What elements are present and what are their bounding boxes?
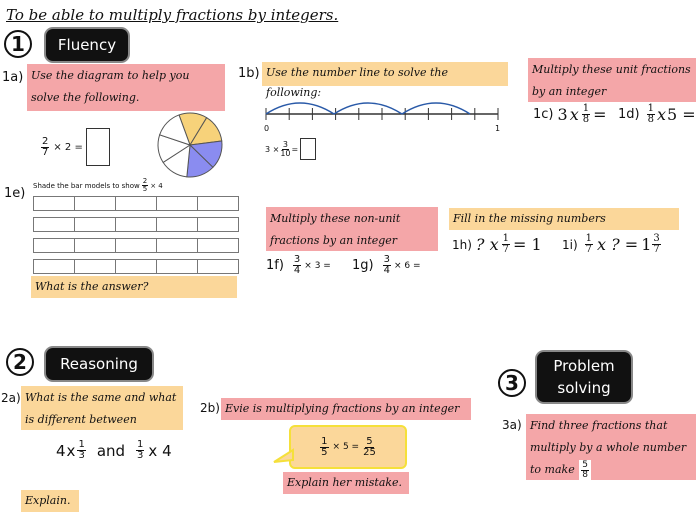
section-label-problem-solving: Problem solving bbox=[537, 352, 631, 402]
q1b-label: 1b) bbox=[238, 66, 260, 81]
q2a-instruction: What is the same and what is different between bbox=[21, 386, 183, 430]
q1b-equals: = bbox=[291, 144, 299, 154]
q1d-fraction: $\frac{1}{8}$ bbox=[647, 103, 654, 125]
q1a-pie-diagram bbox=[155, 110, 225, 180]
q1c-equals: = bbox=[593, 105, 607, 124]
q1b-instruction: Use the number line to solve the following: bbox=[262, 62, 508, 86]
q2a-expressions bbox=[56, 440, 172, 461]
pie-slices bbox=[158, 113, 222, 177]
number-line-end: 1 bbox=[495, 124, 501, 133]
q2a-left-operator: x bbox=[66, 441, 76, 460]
q1h-expression bbox=[452, 234, 542, 255]
q1g-expression bbox=[352, 255, 421, 276]
jump-arc-2 bbox=[334, 103, 402, 114]
q1c-integer: 3 bbox=[557, 105, 568, 124]
q1f-rest: × 3 = bbox=[304, 260, 331, 271]
q1c-operator: x bbox=[569, 105, 579, 124]
q2a-right-rest: x 4 bbox=[148, 441, 172, 460]
q2b-instruction: Evie is multiplying fractions by an integer bbox=[221, 398, 471, 420]
q1h-prefix: ? x bbox=[475, 235, 499, 254]
q3a-label: 3a) bbox=[502, 418, 522, 432]
q1h-rest: = 1 bbox=[512, 235, 542, 254]
q1e-multiplier: × 4 bbox=[150, 181, 163, 190]
q1i-label: 1i) bbox=[562, 237, 578, 252]
q2b-speech-bubble bbox=[289, 425, 407, 469]
q1a-expression bbox=[40, 128, 110, 166]
q1fg-instruction: Multiply these non-unit fractions by an integer bbox=[266, 207, 438, 251]
q1e-answer-prompt: What is the answer? bbox=[31, 276, 237, 298]
q1f-expression bbox=[266, 255, 331, 276]
bar-model-1[interactable] bbox=[33, 196, 239, 211]
q1i-middle: x ? = bbox=[597, 235, 639, 254]
q1i-result-fraction: $\frac{3}{7}$ bbox=[653, 233, 660, 255]
q2a-right-fraction: $\frac{1}{3}$ bbox=[137, 439, 144, 461]
section-label-reasoning: Reasoning bbox=[46, 348, 152, 380]
jump-arc-1 bbox=[266, 103, 334, 114]
section-label-fluency: Fluency bbox=[46, 29, 128, 61]
q1f-label: 1f) bbox=[266, 258, 284, 273]
speech-bubble-tail bbox=[272, 448, 294, 466]
q1g-rest: × 6 = bbox=[393, 260, 421, 271]
section-number-3: 3 bbox=[498, 369, 526, 397]
q2a-explain: Explain. bbox=[21, 490, 79, 512]
q1c-expression bbox=[533, 104, 607, 125]
q2b-explain: Explain her mistake. bbox=[283, 472, 409, 494]
q1c-instruction: Multiply these unit fractions by an integer bbox=[528, 58, 696, 102]
number-line-start: 0 bbox=[264, 124, 270, 133]
page-title: To be able to multiply fractions by integers. bbox=[6, 6, 339, 24]
q2a-left-whole: 4 bbox=[56, 441, 66, 460]
q3a-fraction: $\frac{5}{8}$ bbox=[579, 460, 591, 481]
q1a-operator: × 2 = bbox=[53, 141, 83, 153]
q2a-left-fraction: $\frac{1}{3}$ bbox=[78, 439, 85, 461]
q1d-rest: 5 = bbox=[667, 105, 696, 124]
q1i-fraction: $\frac{1}{7}$ bbox=[585, 233, 593, 255]
q1c-fraction: $\frac{1}{8}$ bbox=[582, 103, 590, 125]
q1e-fraction: $\frac{2}{5}$ bbox=[142, 177, 148, 193]
q1i-whole: 1 bbox=[641, 235, 652, 254]
q2b-fraction-1: $\frac{1}{5}$ bbox=[321, 435, 328, 458]
q1b-fraction: $\frac{3}{10}$ bbox=[280, 139, 291, 158]
section-number-2: 2 bbox=[6, 348, 34, 376]
q1hi-instruction: Fill in the missing numbers bbox=[449, 208, 679, 230]
q1a-answer-box[interactable] bbox=[86, 128, 110, 166]
q1a-fraction: $\frac{2}{7}$ bbox=[42, 135, 49, 158]
q1b-number-line bbox=[262, 90, 502, 130]
q1b-expression bbox=[265, 138, 316, 160]
q1g-fraction: $\frac{3}{4}$ bbox=[383, 254, 390, 276]
q1a-label: 1a) bbox=[2, 70, 24, 85]
q1a-instruction: Use the diagram to help you solve the following. bbox=[27, 64, 225, 111]
q1e-instruction bbox=[33, 178, 163, 193]
q1g-label: 1g) bbox=[352, 258, 374, 273]
q1e-instruction-text: Shade the bar models to show bbox=[33, 181, 140, 190]
q3a-instruction: Find three fractions that multiply by a whole number to make bbox=[530, 419, 687, 476]
section-number-1: 1 bbox=[4, 30, 32, 58]
q2b-fraction-2: $\frac{5}{25}$ bbox=[363, 435, 376, 458]
q2b-operator: × 5 = bbox=[332, 442, 360, 452]
q3a-instruction-box bbox=[526, 414, 696, 480]
q2b-label: 2b) bbox=[200, 401, 220, 415]
q1d-expression bbox=[618, 104, 696, 125]
q1b-multiplier: 3 × bbox=[265, 144, 280, 154]
q2a-label: 2a) bbox=[1, 391, 21, 405]
q1f-fraction: $\frac{3}{4}$ bbox=[293, 254, 301, 276]
q1e-label: 1e) bbox=[4, 186, 26, 201]
q1h-fraction: $\frac{1}{7}$ bbox=[502, 233, 509, 255]
q1h-label: 1h) bbox=[452, 237, 472, 252]
bar-model-3[interactable] bbox=[33, 238, 239, 253]
jump-arc-3 bbox=[402, 103, 470, 114]
q2a-and: and bbox=[96, 441, 126, 460]
q1b-answer-box[interactable] bbox=[300, 138, 316, 160]
bar-model-4[interactable] bbox=[33, 259, 239, 274]
q1d-operator: x bbox=[656, 105, 667, 124]
q1d-label: 1d) bbox=[618, 107, 640, 122]
bar-model-2[interactable] bbox=[33, 217, 239, 232]
q1e-bar-models bbox=[33, 196, 239, 274]
q1i-expression bbox=[562, 234, 662, 255]
q1c-label: 1c) bbox=[533, 107, 554, 122]
